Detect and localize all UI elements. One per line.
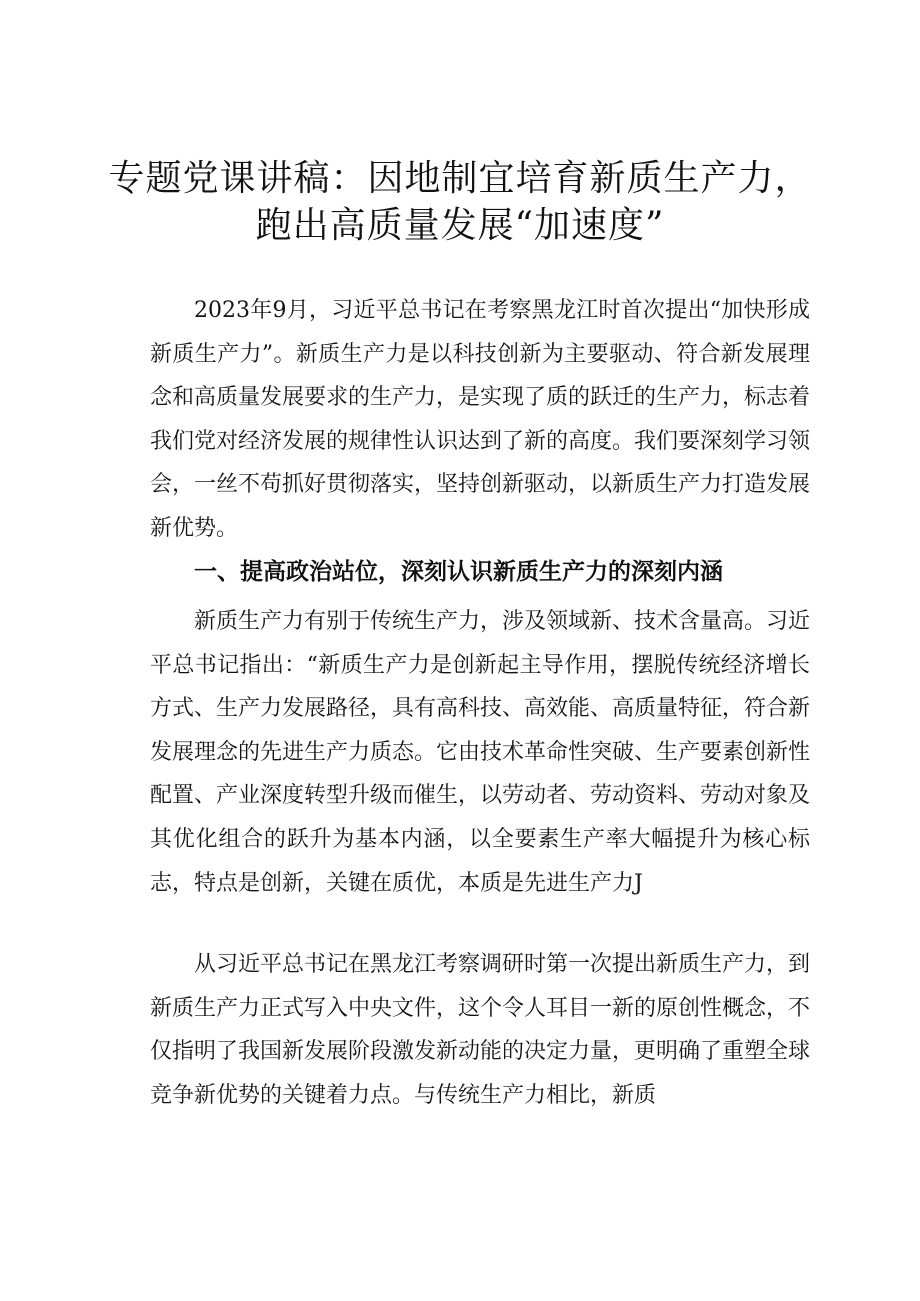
section-heading-1: 一、提高政治站位，深刻认识新质生产力的深刻内涵	[194, 559, 723, 585]
paragraph-intro: 2023年9月，习近平总书记在考察黑龙江时首次提出“加快形成新质生产力”。新质生产力是以科技创新为主要驱动、符合新发展理念和高质量发展要求的生产力，是实现了质的跃迁的生产力，标志着我们党对经济发展的规律性认识达到了新的高度。我们要深刻学习领会，一丝不苟抓好贯彻落实，坚持创新驱动，以新质生产力打造发展新优势。	[150, 298, 811, 541]
paragraph-section-1-a: 新质生产力有别于传统生产力，涉及领域新、技术含量高。习近平总书记指出：“新质生产力是创新起主导作用，摆脱传统经济增长方式、生产力发展路径，具有高科技、高效能、高质量特征，符合新发展理念的先进生产力质态。它由技术革命性突破、生产要素创新性配置、产业深度转型升级而催生，以劳动者、劳动资料、劳动对象及其优化组合的跃升为基本内涵，以全要素生产率大幅提升为核心标志，特点是创新，关键在质优，本质是先进生产力J	[150, 609, 811, 896]
document-title-line-2: 跑出高质量发展“加速度”	[255, 205, 665, 246]
paragraph-section-1-b: 从习近平总书记在黑龙江考察调研时第一次提出新质生产力，到新质生产力正式写入中央文件，这个令人耳目一新的原创性概念，不仅指明了我国新发展阶段激发新动能的决定力量，更明确了重塑全球竞争新优势的关键着力点。与传统生产力相比，新质	[150, 952, 811, 1108]
document-title-line-1: 专题党课讲稿：因地制宜培育新质生产力，	[108, 158, 812, 199]
